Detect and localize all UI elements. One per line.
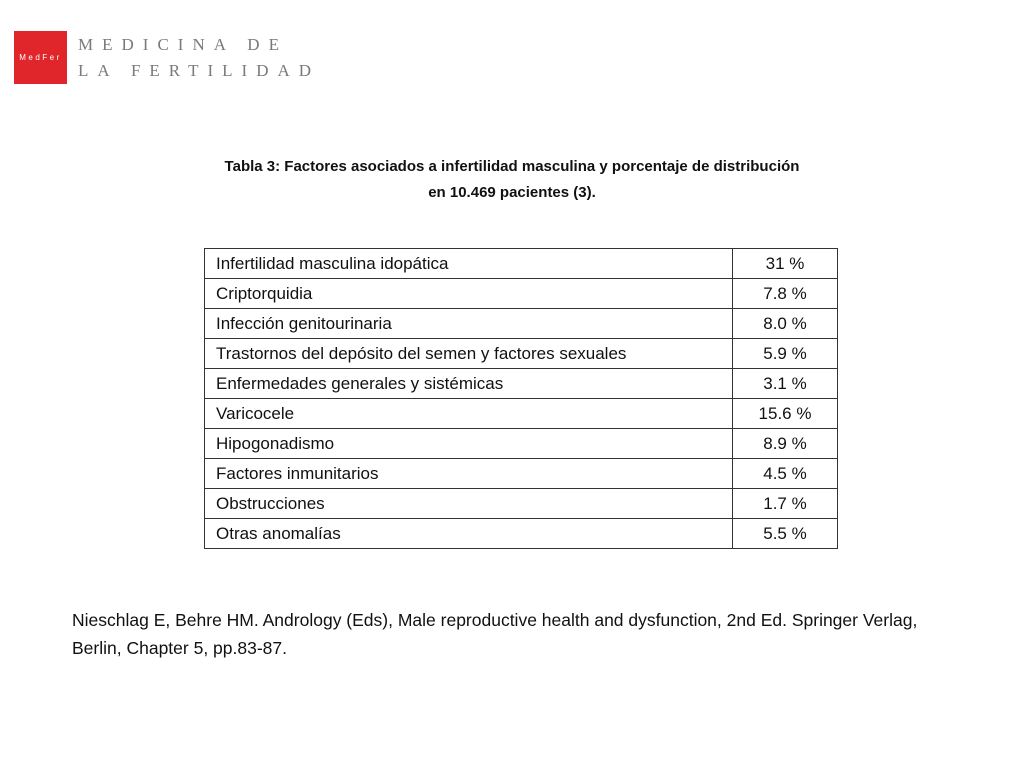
reference-line-1: Nieschlag E, Behre HM. Andrology (Eds), Male reproductive health and dysfunction, 2nd Ed. Springer Verlag, <box>72 610 918 630</box>
reference-line-2: Berlin, Chapter 5, pp.83-87. <box>72 638 287 658</box>
table-row <box>205 249 838 279</box>
table-row <box>205 429 838 459</box>
table-row <box>205 309 838 339</box>
percent-cell: 7.8 % <box>733 279 838 309</box>
medfer-logo <box>14 31 67 84</box>
table-row <box>205 369 838 399</box>
percent-cell: 4.5 % <box>733 459 838 489</box>
percent-cell: 8.0 % <box>733 309 838 339</box>
factor-cell: Varicocele <box>205 399 733 429</box>
reference-citation <box>72 606 1002 662</box>
table-row <box>205 399 838 429</box>
caption-line-2: en 10.469 pacientes (3). <box>428 184 596 201</box>
percent-cell: 1.7 % <box>733 489 838 519</box>
factor-cell: Obstrucciones <box>205 489 733 519</box>
factor-cell: Infección genitourinaria <box>205 309 733 339</box>
table-row <box>205 459 838 489</box>
factor-cell: Enfermedades generales y sistémicas <box>205 369 733 399</box>
table-row <box>205 519 838 549</box>
table-row <box>205 489 838 519</box>
factor-cell: Hipogonadismo <box>205 429 733 459</box>
brand-title-line-1: MEDICINA DE <box>78 35 288 54</box>
table-caption <box>112 154 912 206</box>
factors-table <box>204 248 838 549</box>
brand-title-line-2: LA FERTILIDAD <box>78 61 321 80</box>
factor-cell: Infertilidad masculina idopática <box>205 249 733 279</box>
percent-cell: 31 % <box>733 249 838 279</box>
percent-cell: 3.1 % <box>733 369 838 399</box>
percent-cell: 5.5 % <box>733 519 838 549</box>
table-row <box>205 339 838 369</box>
factor-cell: Criptorquidia <box>205 279 733 309</box>
table-row <box>205 279 838 309</box>
percent-cell: 5.9 % <box>733 339 838 369</box>
caption-line-1: Tabla 3: Factores asociados a infertilidad masculina y porcentaje de distribución <box>224 158 800 175</box>
factor-cell: Factores inmunitarios <box>205 459 733 489</box>
percent-cell: 8.9 % <box>733 429 838 459</box>
percent-cell: 15.6 % <box>733 399 838 429</box>
factor-cell: Trastornos del depósito del semen y factores sexuales <box>205 339 733 369</box>
logo-text: MedFer <box>19 53 62 62</box>
factor-cell: Otras anomalías <box>205 519 733 549</box>
